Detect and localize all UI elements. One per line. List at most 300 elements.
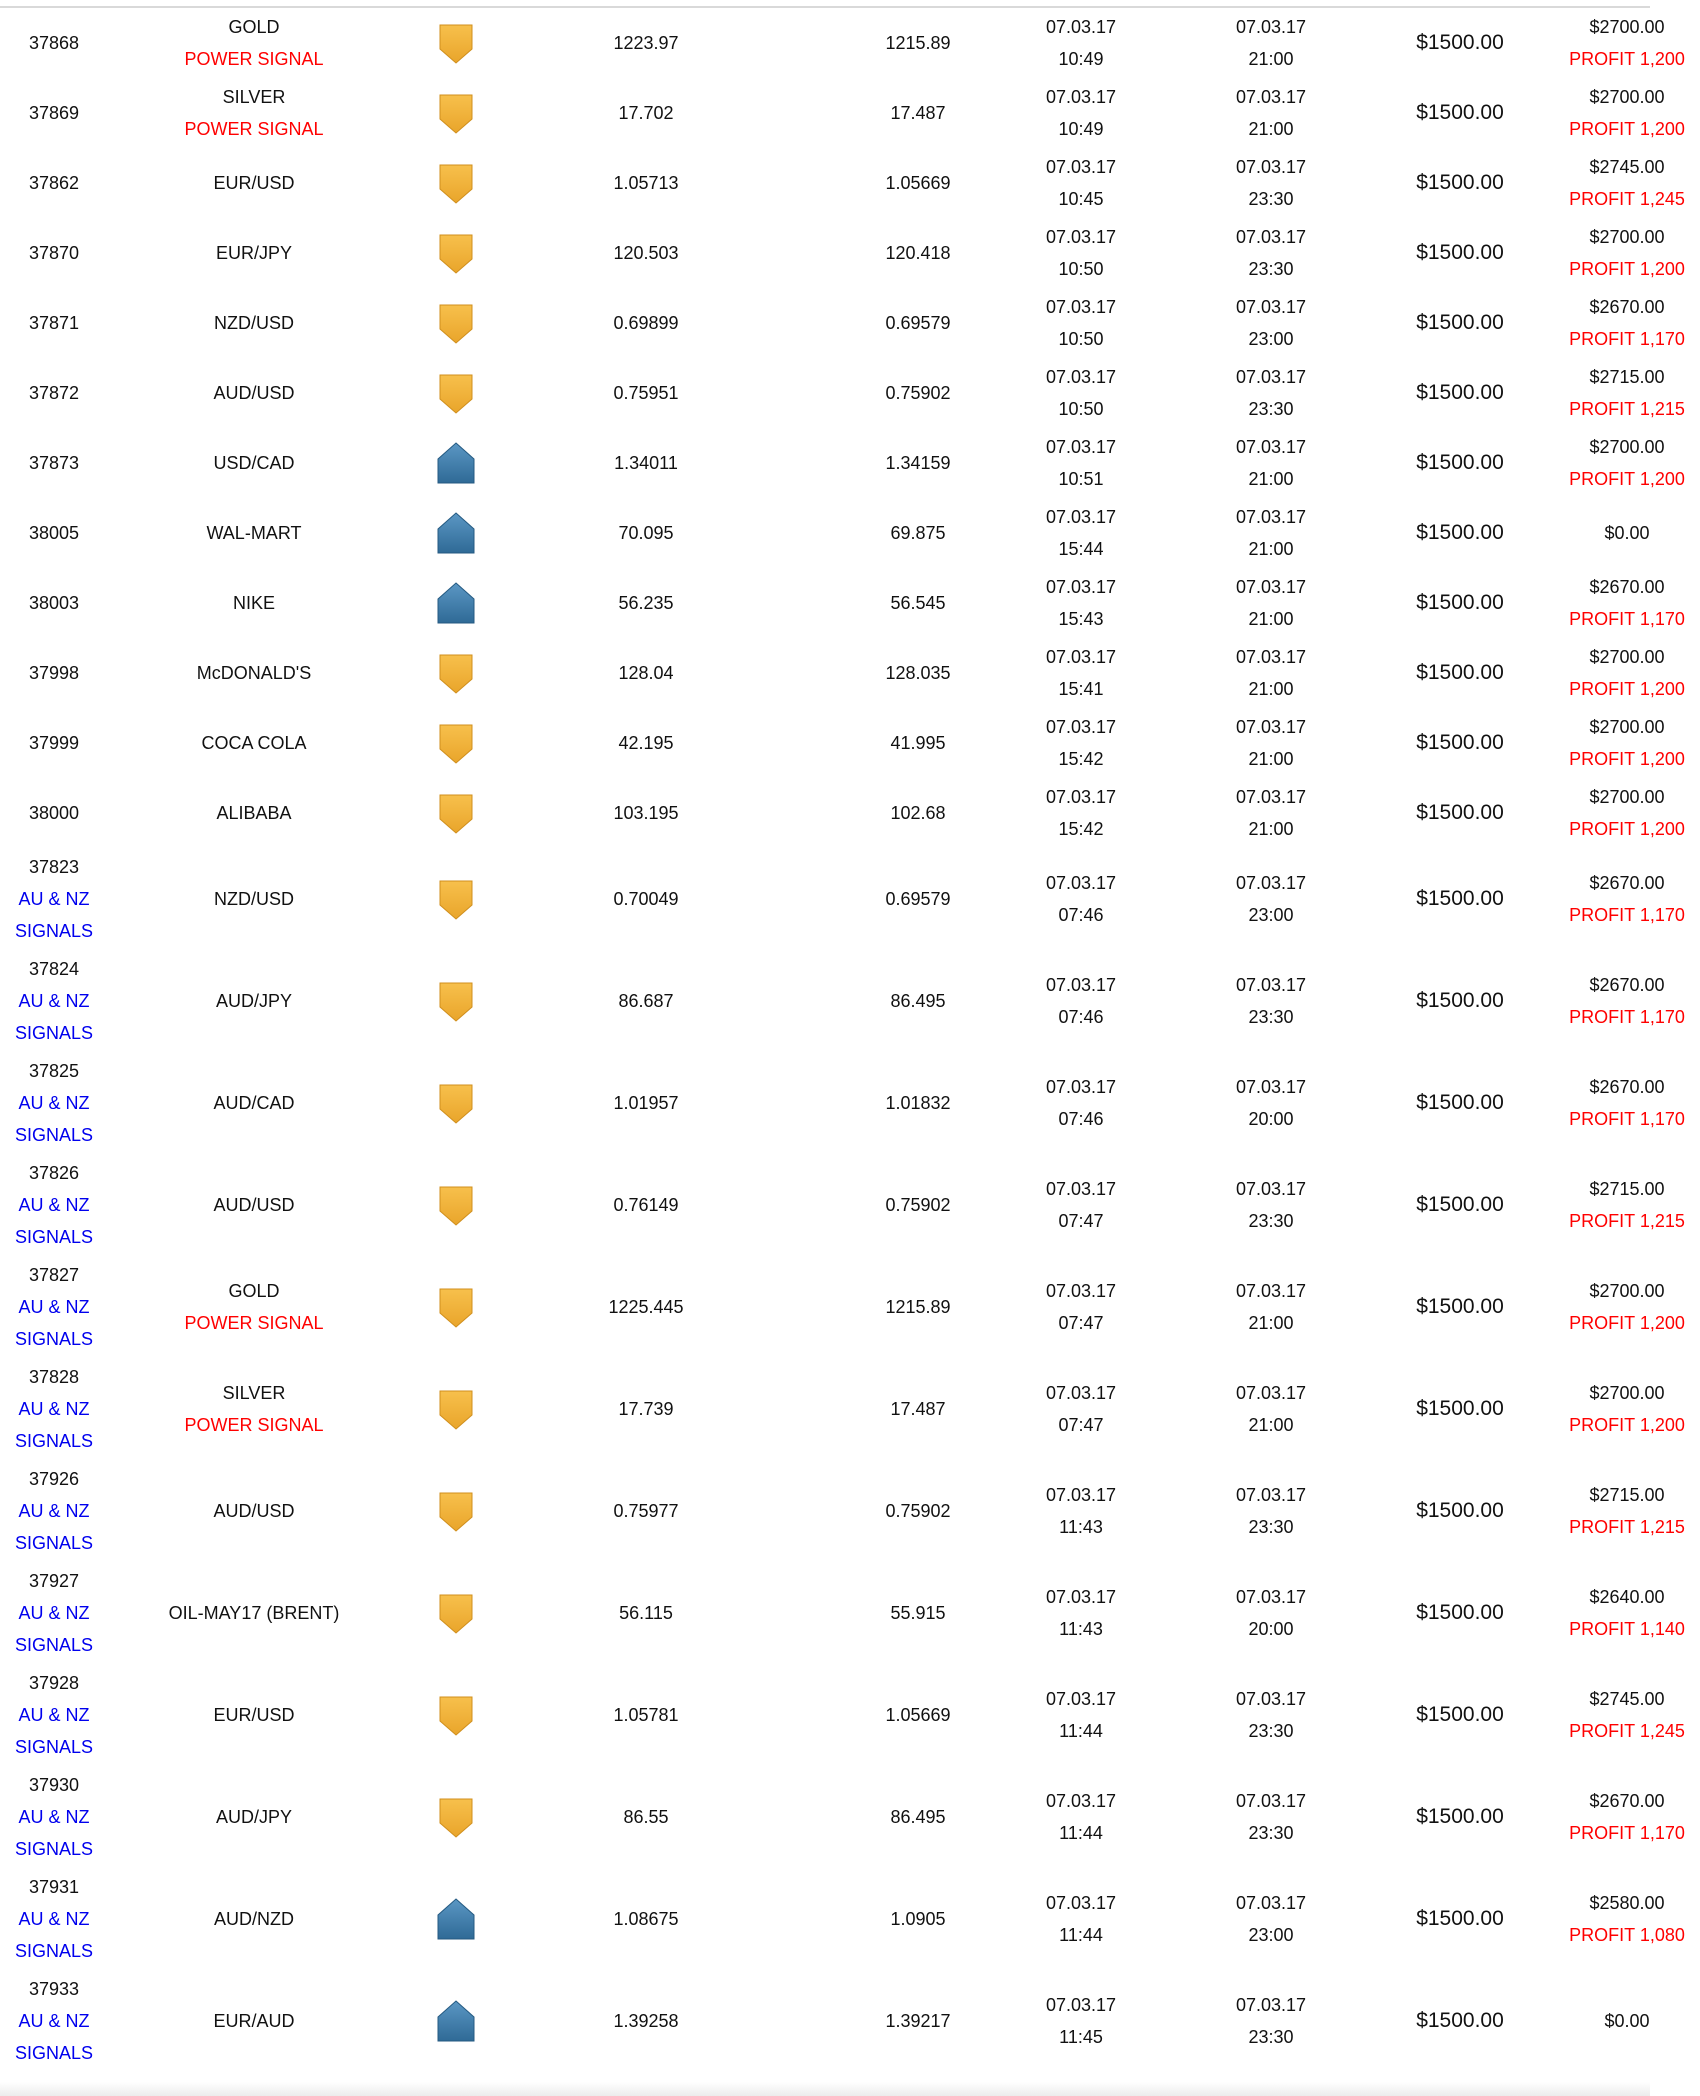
result-cell	[1554, 708, 1700, 778]
profit-label: PROFIT 1,200	[1569, 119, 1685, 139]
result-cell	[1554, 78, 1700, 148]
close-date: 07.03.17	[1235, 507, 1307, 527]
profit-label: PROFIT 1,140	[1569, 1619, 1685, 1639]
spacer-cell	[780, 148, 850, 218]
investment-amount: $1500.00	[1416, 1397, 1504, 1420]
close-datetime-cell	[1176, 1052, 1366, 1154]
spacer-cell	[780, 1766, 850, 1868]
close-date: 07.03.17	[1235, 717, 1307, 737]
asset-name: COCA COLA	[201, 733, 307, 753]
close-price-cell	[850, 1460, 986, 1562]
asset-name: AUD/JPY	[215, 991, 293, 1011]
down-arrow-icon	[434, 877, 478, 921]
spacer-cell	[780, 1664, 850, 1766]
asset-name: EUR/USD	[213, 173, 295, 193]
payout-amount: $2670.00	[1589, 297, 1665, 317]
open-date: 07.03.17	[1045, 1383, 1117, 1403]
open-time: 11:43	[1059, 1619, 1103, 1639]
open-price-cell	[512, 778, 780, 848]
close-price-cell	[850, 950, 986, 1052]
investment-cell	[1366, 568, 1554, 638]
signal-id: 37868	[28, 33, 80, 53]
open-price-cell	[512, 1664, 780, 1766]
open-price: 1.01957	[613, 1093, 679, 1113]
close-date: 07.03.17	[1235, 1383, 1307, 1403]
au-nz-signals-link-line2[interactable]: SIGNALS	[14, 1635, 94, 1655]
open-time: 11:45	[1059, 2027, 1103, 2047]
asset-cell	[108, 778, 400, 848]
open-price: 0.76149	[613, 1195, 679, 1215]
payout-amount: $2670.00	[1589, 1077, 1665, 1097]
down-arrow-icon	[434, 371, 478, 415]
close-datetime-cell	[1176, 950, 1366, 1052]
investment-cell	[1366, 1766, 1554, 1868]
open-price-cell	[512, 1052, 780, 1154]
direction-cell	[400, 1358, 512, 1460]
open-price-cell	[512, 708, 780, 778]
close-time: 23:30	[1248, 259, 1294, 279]
table-row	[0, 1562, 1700, 1664]
asset-cell	[108, 1766, 400, 1868]
down-arrow-icon	[434, 1795, 478, 1839]
id-cell	[0, 1868, 108, 1970]
payout-amount: $2715.00	[1589, 1485, 1665, 1505]
spacer-cell	[780, 288, 850, 358]
investment-amount: $1500.00	[1416, 1295, 1504, 1318]
au-nz-signals-link-line2[interactable]: SIGNALS	[14, 921, 94, 941]
open-price: 0.75977	[613, 1501, 679, 1521]
investment-cell	[1366, 1052, 1554, 1154]
close-price-cell	[850, 8, 986, 78]
open-price-cell	[512, 1154, 780, 1256]
open-time: 07:46	[1058, 1109, 1104, 1129]
result-cell	[1554, 498, 1700, 568]
close-price: 120.418	[885, 243, 951, 263]
payout-amount: $2670.00	[1589, 975, 1665, 995]
asset-cell	[108, 1256, 400, 1358]
asset-name: McDONALD'S	[196, 663, 312, 683]
signal-id: 37825	[28, 1061, 80, 1081]
down-arrow-icon	[434, 1591, 478, 1635]
open-date: 07.03.17	[1045, 873, 1117, 893]
table-row	[0, 1970, 1700, 2072]
open-price-cell	[512, 78, 780, 148]
table-row	[0, 1052, 1700, 1154]
up-arrow-icon	[434, 441, 478, 485]
direction-cell	[400, 1052, 512, 1154]
close-price: 17.487	[890, 103, 946, 123]
au-nz-signals-link[interactable]: AU & NZ	[18, 1807, 90, 1827]
open-price: 86.687	[618, 991, 674, 1011]
table-row	[0, 1358, 1700, 1460]
close-time: 21:00	[1248, 539, 1294, 559]
id-cell	[0, 1154, 108, 1256]
close-date: 07.03.17	[1235, 1281, 1307, 1301]
signal-id: 38003	[28, 593, 80, 613]
bottom-fade	[0, 2082, 1650, 2096]
id-cell	[0, 848, 108, 950]
close-price: 0.75902	[885, 383, 951, 403]
asset-name: NIKE	[232, 593, 275, 613]
close-date: 07.03.17	[1235, 1689, 1307, 1709]
open-price: 1225.445	[608, 1297, 684, 1317]
open-date: 07.03.17	[1045, 227, 1117, 247]
down-arrow-icon	[434, 1489, 478, 1533]
close-date: 07.03.17	[1235, 157, 1307, 177]
au-nz-signals-link[interactable]: AU & NZ	[18, 1297, 90, 1317]
direction-cell	[400, 358, 512, 428]
asset-cell	[108, 1562, 400, 1664]
close-date: 07.03.17	[1235, 227, 1307, 247]
profit-label: PROFIT 1,200	[1569, 259, 1685, 279]
open-price: 0.75951	[613, 383, 679, 403]
open-time: 10:51	[1058, 469, 1104, 489]
open-datetime-cell	[986, 1460, 1176, 1562]
open-datetime-cell	[986, 498, 1176, 568]
open-price-cell	[512, 148, 780, 218]
table-row	[0, 218, 1700, 288]
open-price-cell	[512, 848, 780, 950]
close-time: 20:00	[1248, 1619, 1294, 1639]
direction-cell	[400, 288, 512, 358]
table-row	[0, 1154, 1700, 1256]
close-time: 23:30	[1248, 1823, 1294, 1843]
spacer-cell	[780, 1460, 850, 1562]
direction-cell	[400, 498, 512, 568]
close-price: 1215.89	[885, 33, 951, 53]
spacer-cell	[780, 498, 850, 568]
open-datetime-cell	[986, 1052, 1176, 1154]
close-time: 21:00	[1248, 49, 1294, 69]
signal-id: 38000	[28, 803, 80, 823]
down-arrow-icon	[434, 1387, 478, 1431]
up-arrow-icon	[434, 511, 478, 555]
close-time: 21:00	[1248, 749, 1294, 769]
open-time: 10:50	[1058, 399, 1104, 419]
au-nz-signals-link-line2[interactable]: SIGNALS	[14, 1431, 94, 1451]
down-arrow-icon	[434, 231, 478, 275]
au-nz-signals-link[interactable]: AU & NZ	[18, 1603, 90, 1623]
investment-amount: $1500.00	[1416, 801, 1504, 824]
investment-amount: $1500.00	[1416, 381, 1504, 404]
close-price-cell	[850, 288, 986, 358]
id-cell	[0, 288, 108, 358]
open-date: 07.03.17	[1045, 17, 1117, 37]
power-signal-label: POWER SIGNAL	[184, 1313, 324, 1333]
asset-cell	[108, 428, 400, 498]
close-datetime-cell	[1176, 1970, 1366, 2072]
profit-label: PROFIT 1,200	[1569, 749, 1685, 769]
au-nz-signals-link[interactable]: AU & NZ	[18, 991, 90, 1011]
investment-cell	[1366, 848, 1554, 950]
open-time: 15:42	[1058, 749, 1104, 769]
direction-cell	[400, 1154, 512, 1256]
open-price: 1.39258	[613, 2011, 679, 2031]
signal-id: 37871	[28, 313, 80, 333]
open-price: 128.04	[618, 663, 674, 683]
investment-amount: $1500.00	[1416, 661, 1504, 684]
payout-amount: $2745.00	[1589, 157, 1665, 177]
open-price: 17.739	[618, 1399, 674, 1419]
asset-name: EUR/USD	[213, 1705, 295, 1725]
profit-label: PROFIT 1,215	[1569, 1211, 1685, 1231]
payout-amount: $2670.00	[1589, 1791, 1665, 1811]
spacer-cell	[780, 1970, 850, 2072]
open-datetime-cell	[986, 568, 1176, 638]
investment-amount: $1500.00	[1416, 731, 1504, 754]
open-date: 07.03.17	[1045, 437, 1117, 457]
signal-id: 38005	[28, 523, 80, 543]
result-cell	[1554, 1052, 1700, 1154]
open-price: 120.503	[613, 243, 679, 263]
open-date: 07.03.17	[1045, 717, 1117, 737]
open-datetime-cell	[986, 1970, 1176, 2072]
open-price: 56.235	[618, 593, 674, 613]
profit-label: PROFIT 1,200	[1569, 49, 1685, 69]
asset-cell	[108, 708, 400, 778]
investment-cell	[1366, 1154, 1554, 1256]
spacer-cell	[780, 638, 850, 708]
open-datetime-cell	[986, 148, 1176, 218]
result-cell	[1554, 1970, 1700, 2072]
id-cell	[0, 78, 108, 148]
open-price: 56.115	[619, 1603, 673, 1623]
open-date: 07.03.17	[1045, 1689, 1117, 1709]
close-date: 07.03.17	[1235, 1791, 1307, 1811]
open-price: 1.05781	[613, 1705, 679, 1725]
au-nz-signals-link-line2[interactable]: SIGNALS	[14, 2043, 94, 2063]
up-arrow-icon	[434, 1897, 478, 1941]
au-nz-signals-link-line2[interactable]: SIGNALS	[14, 1329, 94, 1349]
au-nz-signals-link-line2[interactable]: SIGNALS	[14, 1227, 94, 1247]
result-cell	[1554, 1460, 1700, 1562]
open-datetime-cell	[986, 1256, 1176, 1358]
signal-id: 37999	[28, 733, 80, 753]
result-cell	[1554, 358, 1700, 428]
open-price-cell	[512, 218, 780, 288]
result-cell	[1554, 1358, 1700, 1460]
open-datetime-cell	[986, 848, 1176, 950]
open-price: 1.05713	[613, 173, 679, 193]
close-price-cell	[850, 708, 986, 778]
investment-amount: $1500.00	[1416, 171, 1504, 194]
investment-cell	[1366, 1664, 1554, 1766]
down-arrow-icon	[434, 161, 478, 205]
open-price-cell	[512, 1868, 780, 1970]
profit-label: PROFIT 1,170	[1569, 1007, 1685, 1027]
au-nz-signals-link[interactable]: AU & NZ	[18, 1705, 90, 1725]
close-price-cell	[850, 428, 986, 498]
payout-amount: $2580.00	[1589, 1893, 1665, 1913]
close-price: 86.495	[890, 991, 946, 1011]
asset-cell	[108, 1052, 400, 1154]
down-arrow-icon	[434, 721, 478, 765]
investment-amount: $1500.00	[1416, 887, 1504, 910]
close-date: 07.03.17	[1235, 1893, 1307, 1913]
asset-name: WAL-MART	[206, 523, 302, 543]
profit-label: PROFIT 1,200	[1569, 1415, 1685, 1435]
profit-label: PROFIT 1,245	[1569, 189, 1685, 209]
open-price: 1223.97	[613, 33, 679, 53]
close-price: 1.01832	[885, 1093, 951, 1113]
asset-name: EUR/AUD	[213, 2011, 295, 2031]
down-arrow-icon	[434, 1285, 478, 1329]
signal-id: 37928	[28, 1673, 80, 1693]
close-date: 07.03.17	[1235, 1485, 1307, 1505]
asset-cell	[108, 498, 400, 568]
open-date: 07.03.17	[1045, 507, 1117, 527]
down-arrow-icon	[434, 1183, 478, 1227]
open-time: 11:43	[1059, 1517, 1103, 1537]
asset-name: SILVER	[222, 1383, 286, 1403]
signal-id: 37870	[28, 243, 80, 263]
close-price-cell	[850, 1052, 986, 1154]
close-date: 07.03.17	[1235, 367, 1307, 387]
au-nz-signals-link[interactable]: AU & NZ	[18, 889, 90, 909]
down-arrow-icon	[434, 91, 478, 135]
table-row	[0, 708, 1700, 778]
id-cell	[0, 498, 108, 568]
close-price-cell	[850, 218, 986, 288]
open-datetime-cell	[986, 218, 1176, 288]
investment-amount: $1500.00	[1416, 1703, 1504, 1726]
open-date: 07.03.17	[1045, 1893, 1117, 1913]
open-date: 07.03.17	[1045, 1077, 1117, 1097]
investment-cell	[1366, 1970, 1554, 2072]
result-cell	[1554, 1766, 1700, 1868]
open-time: 15:41	[1058, 679, 1104, 699]
au-nz-signals-link[interactable]: AU & NZ	[18, 1399, 90, 1419]
open-price: 0.69899	[613, 313, 679, 333]
investment-amount: $1500.00	[1416, 989, 1504, 1012]
id-cell	[0, 950, 108, 1052]
au-nz-signals-link-line2[interactable]: SIGNALS	[14, 1023, 94, 1043]
investment-amount: $1500.00	[1416, 1193, 1504, 1216]
au-nz-signals-link[interactable]: AU & NZ	[18, 1909, 90, 1929]
spacer-cell	[780, 428, 850, 498]
close-price-cell	[850, 568, 986, 638]
result-cell	[1554, 1562, 1700, 1664]
close-time: 20:00	[1248, 1109, 1294, 1129]
open-price-cell	[512, 1358, 780, 1460]
close-date: 07.03.17	[1235, 437, 1307, 457]
asset-cell	[108, 638, 400, 708]
close-datetime-cell	[1176, 1154, 1366, 1256]
close-datetime-cell	[1176, 218, 1366, 288]
investment-cell	[1366, 148, 1554, 218]
investment-amount: $1500.00	[1416, 311, 1504, 334]
close-price: 0.69579	[885, 313, 951, 333]
close-price: 41.995	[890, 733, 946, 753]
asset-name: NZD/USD	[214, 889, 294, 909]
power-signal-label: POWER SIGNAL	[184, 119, 324, 139]
asset-name: OIL-MAY17 (BRENT)	[168, 1603, 340, 1623]
asset-name: AUD/NZD	[214, 1909, 294, 1929]
asset-name: EUR/JPY	[215, 243, 293, 263]
spacer-cell	[780, 708, 850, 778]
investment-cell	[1366, 638, 1554, 708]
close-price-cell	[850, 1970, 986, 2072]
close-time: 21:00	[1248, 609, 1294, 629]
investment-cell	[1366, 708, 1554, 778]
direction-cell	[400, 148, 512, 218]
id-cell	[0, 1460, 108, 1562]
au-nz-signals-link-line2[interactable]: SIGNALS	[14, 1737, 94, 1757]
payout-amount: $2670.00	[1589, 873, 1665, 893]
close-datetime-cell	[1176, 428, 1366, 498]
open-price-cell	[512, 288, 780, 358]
close-datetime-cell	[1176, 1460, 1366, 1562]
spacer-cell	[780, 8, 850, 78]
direction-cell	[400, 1970, 512, 2072]
close-price-cell	[850, 148, 986, 218]
profit-label: PROFIT 1,170	[1569, 1109, 1685, 1129]
au-nz-signals-link[interactable]: AU & NZ	[18, 2011, 90, 2031]
direction-cell	[400, 8, 512, 78]
open-price-cell	[512, 950, 780, 1052]
asset-cell	[108, 148, 400, 218]
signals-table	[0, 8, 1700, 2072]
close-datetime-cell	[1176, 848, 1366, 950]
investment-cell	[1366, 288, 1554, 358]
open-datetime-cell	[986, 428, 1176, 498]
close-datetime-cell	[1176, 1256, 1366, 1358]
close-time: 23:30	[1248, 189, 1294, 209]
open-time: 11:44	[1059, 1721, 1103, 1741]
table-row	[0, 358, 1700, 428]
open-datetime-cell	[986, 288, 1176, 358]
open-time: 10:49	[1058, 119, 1104, 139]
au-nz-signals-link-line2[interactable]: SIGNALS	[14, 1839, 94, 1859]
close-price: 1.39217	[885, 2011, 951, 2031]
id-cell	[0, 1256, 108, 1358]
table-row	[0, 1256, 1700, 1358]
au-nz-signals-link[interactable]: AU & NZ	[18, 1093, 90, 1113]
id-cell	[0, 708, 108, 778]
close-price: 1.05669	[885, 173, 951, 193]
open-date: 07.03.17	[1045, 1995, 1117, 2015]
au-nz-signals-link[interactable]: AU & NZ	[18, 1195, 90, 1215]
spacer-cell	[780, 1562, 850, 1664]
asset-name: SILVER	[222, 87, 286, 107]
close-time: 23:00	[1248, 905, 1294, 925]
open-price: 1.08675	[613, 1909, 679, 1929]
au-nz-signals-link-line2[interactable]: SIGNALS	[14, 1533, 94, 1553]
asset-cell	[108, 1664, 400, 1766]
open-price: 0.70049	[613, 889, 679, 909]
spacer-cell	[780, 1154, 850, 1256]
table-row	[0, 1460, 1700, 1562]
au-nz-signals-link-line2[interactable]: SIGNALS	[14, 1941, 94, 1961]
open-datetime-cell	[986, 1358, 1176, 1460]
direction-cell	[400, 950, 512, 1052]
asset-cell	[108, 8, 400, 78]
direction-cell	[400, 78, 512, 148]
close-price: 1215.89	[885, 1297, 951, 1317]
spacer-cell	[780, 1256, 850, 1358]
id-cell	[0, 358, 108, 428]
asset-cell	[108, 1460, 400, 1562]
au-nz-signals-link[interactable]: AU & NZ	[18, 1501, 90, 1521]
open-price-cell	[512, 1256, 780, 1358]
investment-cell	[1366, 358, 1554, 428]
result-cell	[1554, 950, 1700, 1052]
spacer-cell	[780, 218, 850, 288]
open-time: 11:44	[1059, 1823, 1103, 1843]
au-nz-signals-link-line2[interactable]: SIGNALS	[14, 1125, 94, 1145]
close-time: 23:30	[1248, 1517, 1294, 1537]
result-cell	[1554, 638, 1700, 708]
